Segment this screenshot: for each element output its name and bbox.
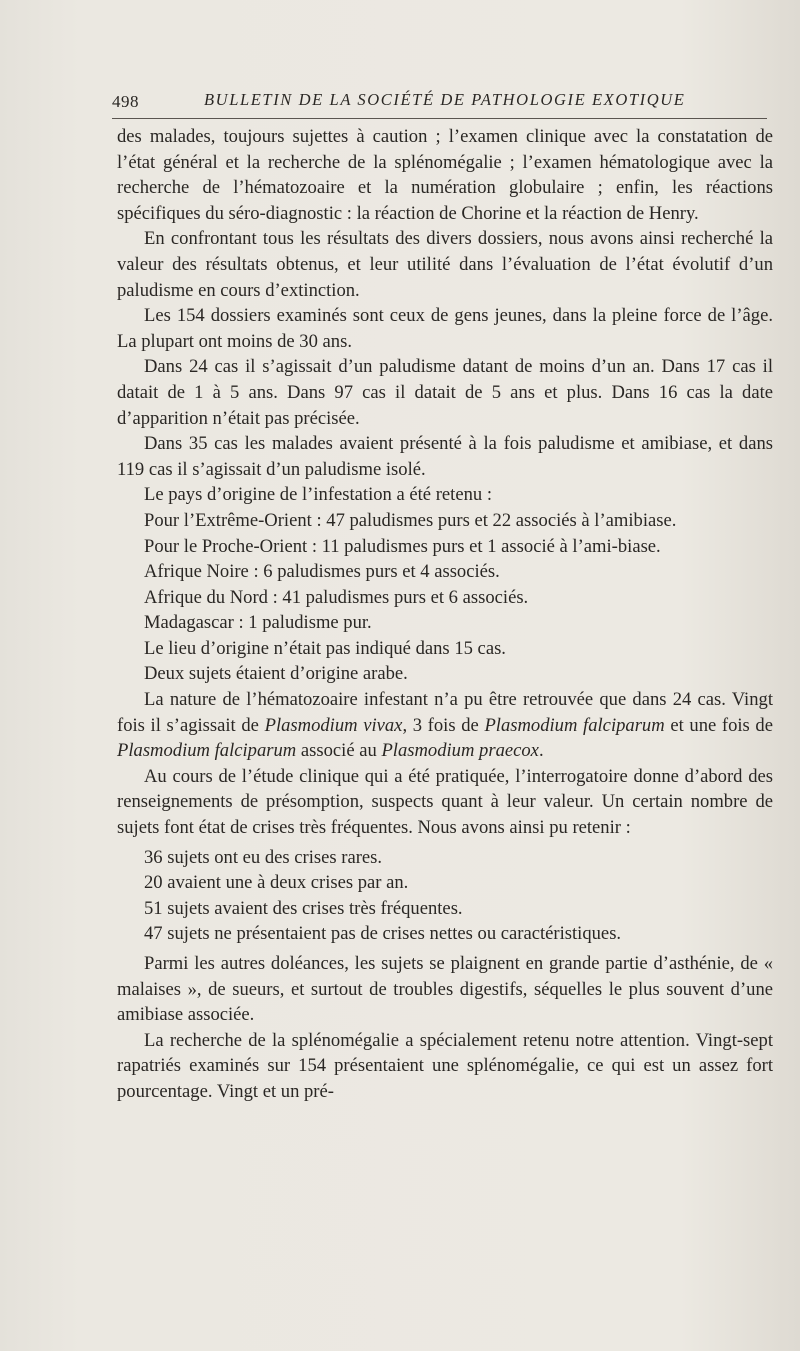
text-run: associé au (296, 740, 382, 762)
text-run: et une fois de (664, 714, 773, 736)
list-item: 36 sujets ont eu des crises rares. (144, 846, 383, 868)
paragraph: Dans 24 cas il s’agissait d’un paludisme datant de moins d’un an. Dans 17 cas il datait de 1 à 5 ans. Dans 97 cas il datait de 5 ans et plus. Dans 16 cas la date d’apparition n’était pas précisée. (117, 356, 773, 429)
paragraph: Au cours de l’étude clinique qui a été pratiquée, l’interrogatoire donne d’abord des renseignements de présomption, suspects quant à leur valeur. Un certain nombre de sujets font état de crises très fréquentes. Nous avons ainsi pu retenir : (117, 765, 773, 839)
paragraph: Afrique du Nord : 41 paludismes purs et 6 associés. (144, 586, 529, 608)
paragraph: La recherche de la splénomégalie a spécialement retenu notre attention. Vingt-sept rapatriés examinés sur 154 présentaient une splénomégalie, ce qui est un assez fort pourcentage. Vingt et un pré- (117, 1029, 773, 1102)
paragraph: Le pays d’origine de l’infestation a été retenu : (144, 484, 492, 506)
page-number: 498 (112, 92, 139, 111)
species-name: Plasmodium falciparum (117, 740, 297, 762)
paragraph: Le lieu d’origine n’était pas indiqué dans 15 cas. (144, 637, 506, 659)
list-item: 20 avaient une à deux crises par an. (144, 872, 409, 894)
paragraph: Afrique Noire : 6 paludismes purs et 4 associés. (144, 561, 500, 583)
paragraph: En confrontant tous les résultats des divers dossiers, nous avons ainsi recherché la valeur des résultats obtenus, et leur utilité dans l’évaluation de l’état évolutif d’un paludisme en cours d’extinction. (117, 228, 773, 301)
page-header (112, 88, 767, 114)
list-item: 47 sujets ne présentaient pas de crises nettes ou caractéristiques. (144, 923, 622, 945)
paragraph-plasmodium (117, 687, 773, 764)
text-run: La nature de l’hématozoaire infestant n’a pu être retrouvée que dans 24 cas. Vingt fois il s’agissait de (117, 689, 773, 736)
paragraph: Parmi les autres doléances, les sujets se plaignent en grande partie d’asthénie, de « malaises », de sueurs, et surtout de troubles digestifs, séquelles le plus souvent d’une amibiase associée. (117, 953, 773, 1026)
text-run: , 3 fois de (402, 714, 485, 736)
paragraph: Pour l’Extrême-Orient : 47 paludismes purs et 22 associés à l’amibiase. (144, 509, 677, 531)
paragraph: Les 154 dossiers examinés sont ceux de gens jeunes, dans la pleine force de l’âge. La plupart ont moins de 30 ans. (117, 305, 773, 352)
text-run: . (538, 740, 544, 762)
header-rule (112, 118, 767, 119)
species-name: Plasmodium falciparum (484, 714, 665, 736)
species-name: Plasmodium vivax (264, 714, 403, 736)
paragraph: Dans 35 cas les malades avaient présenté à la fois paludisme et amibiase, et dans 119 cas il s’agissait d’un paludisme isolé. (117, 433, 773, 480)
paragraph: Madagascar : 1 paludisme pur. (144, 612, 372, 634)
paragraph: Pour le Proche-Orient : 11 paludismes purs et 1 associé à l’ami-biase. (144, 535, 661, 557)
body-text (117, 124, 773, 1105)
paragraph: Deux sujets étaient d’origine arabe. (144, 663, 408, 685)
list-item: 51 sujets avaient des crises très fréquentes. (144, 897, 463, 919)
species-name: Plasmodium praecox (381, 740, 539, 762)
running-title: BULLETIN DE LA SOCIÉTÉ DE PATHOLOGIE EXOTIQUE (204, 90, 686, 109)
paragraph-continuation: des malades, toujours sujettes à caution ; l’examen clinique avec la constatation de l’état général et la recherche de la splénomégalie ; l’examen hématologique avec la recherche de l’hématozoaire et la numération globulaire ; enfin, les réactions spécifiques du séro-diagnostic : la réaction de Chorine et la réaction de Henry. (117, 126, 773, 224)
